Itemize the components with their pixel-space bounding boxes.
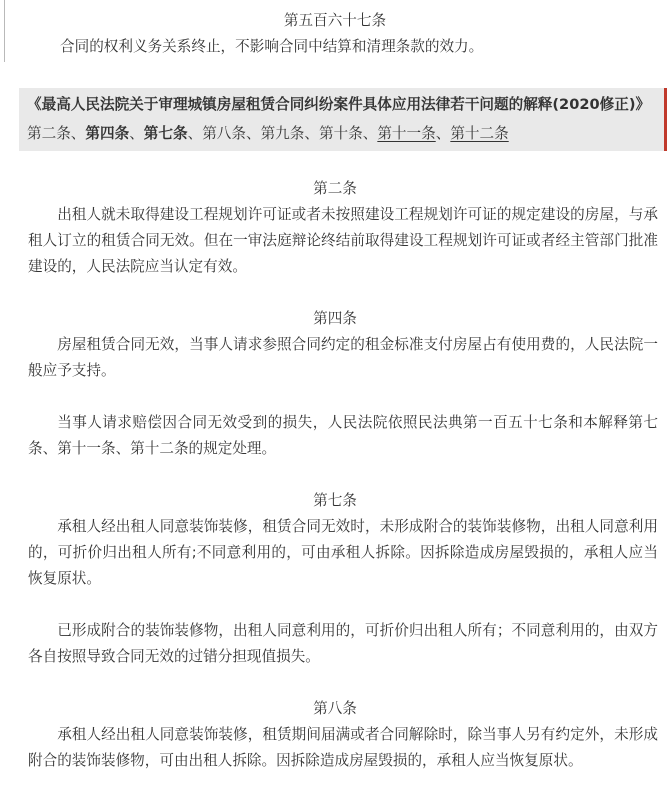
section-paragraph: 出租人就未取得建设工程规划许可证或者未按照建设工程规划许可证的规定建设的房屋，与承租人订立的租赁合同无效。但在一审法庭辩论终结前取得建设工程规划许可证或者经主管部门批准建设的，人民法院应当认定有效。 bbox=[28, 206, 658, 275]
banner-sep3: 、 bbox=[435, 125, 451, 142]
section-paragraph: 房屋租赁合同无效，当事人请求参照合同约定的租金标准支付房屋占有使用费的，人民法院一般应予支持。 bbox=[28, 336, 658, 379]
banner-art4[interactable]: 第四条 bbox=[85, 125, 130, 142]
section-article-2 bbox=[0, 176, 670, 280]
banner-sep2: 、第八条、第九条、第十条、 bbox=[187, 125, 378, 142]
section-title: 第八条 bbox=[313, 700, 357, 717]
section-article-4 bbox=[0, 306, 670, 462]
law-title[interactable]: 《最高人民法院关于审理城镇房屋租赁合同纠纷案件具体应用法律若干问题的解释(2020修正)》 bbox=[27, 96, 651, 113]
article-567-title: 第五百六十七条 bbox=[283, 12, 387, 29]
law-banner bbox=[19, 88, 667, 151]
section-paragraph: 承租人经出租人同意装饰装修，租赁期间届满或者合同解除时，除当事人另有约定外，未形成附合的装饰装修物，可由出租人拆除。因拆除造成房屋毁损的，承租人应当恢复原状。 bbox=[28, 726, 658, 769]
banner-articles-plain: 第二条、 bbox=[27, 125, 86, 142]
banner-sep1: 、 bbox=[129, 125, 144, 142]
banner-art12[interactable]: 第十二条 bbox=[450, 125, 509, 142]
section-article-7 bbox=[0, 488, 670, 670]
section-article-8 bbox=[0, 696, 670, 774]
section-title: 第七条 bbox=[313, 492, 357, 509]
section-paragraph: 已形成附合的装饰装修物，出租人同意利用的，可折价归出租人所有；不同意利用的，由双方各自按照导致合同无效的过错分担现值损失。 bbox=[28, 622, 658, 665]
article-567-text: 合同的权利义务关系终止，不影响合同中结算和清理条款的效力。 bbox=[60, 38, 484, 55]
banner-art11[interactable]: 第十一条 bbox=[377, 125, 436, 142]
section-paragraph: 当事人请求赔偿因合同无效受到的损失，人民法院依照民法典第一百五十七条和本解释第七条、第十一条、第十二条的规定处理。 bbox=[28, 414, 658, 457]
section-title: 第四条 bbox=[313, 310, 357, 327]
banner-art7[interactable]: 第七条 bbox=[143, 125, 188, 142]
section-paragraph: 承租人经出租人同意装饰装修，租赁合同无效时，未形成附合的装饰装修物，出租人同意利用的，可折价归出租人所有;不同意利用的，可由承租人拆除。因拆除造成房屋毁损的，承租人应当恢复原状。 bbox=[28, 518, 658, 587]
article-567 bbox=[0, 8, 670, 60]
section-title: 第二条 bbox=[313, 180, 357, 197]
